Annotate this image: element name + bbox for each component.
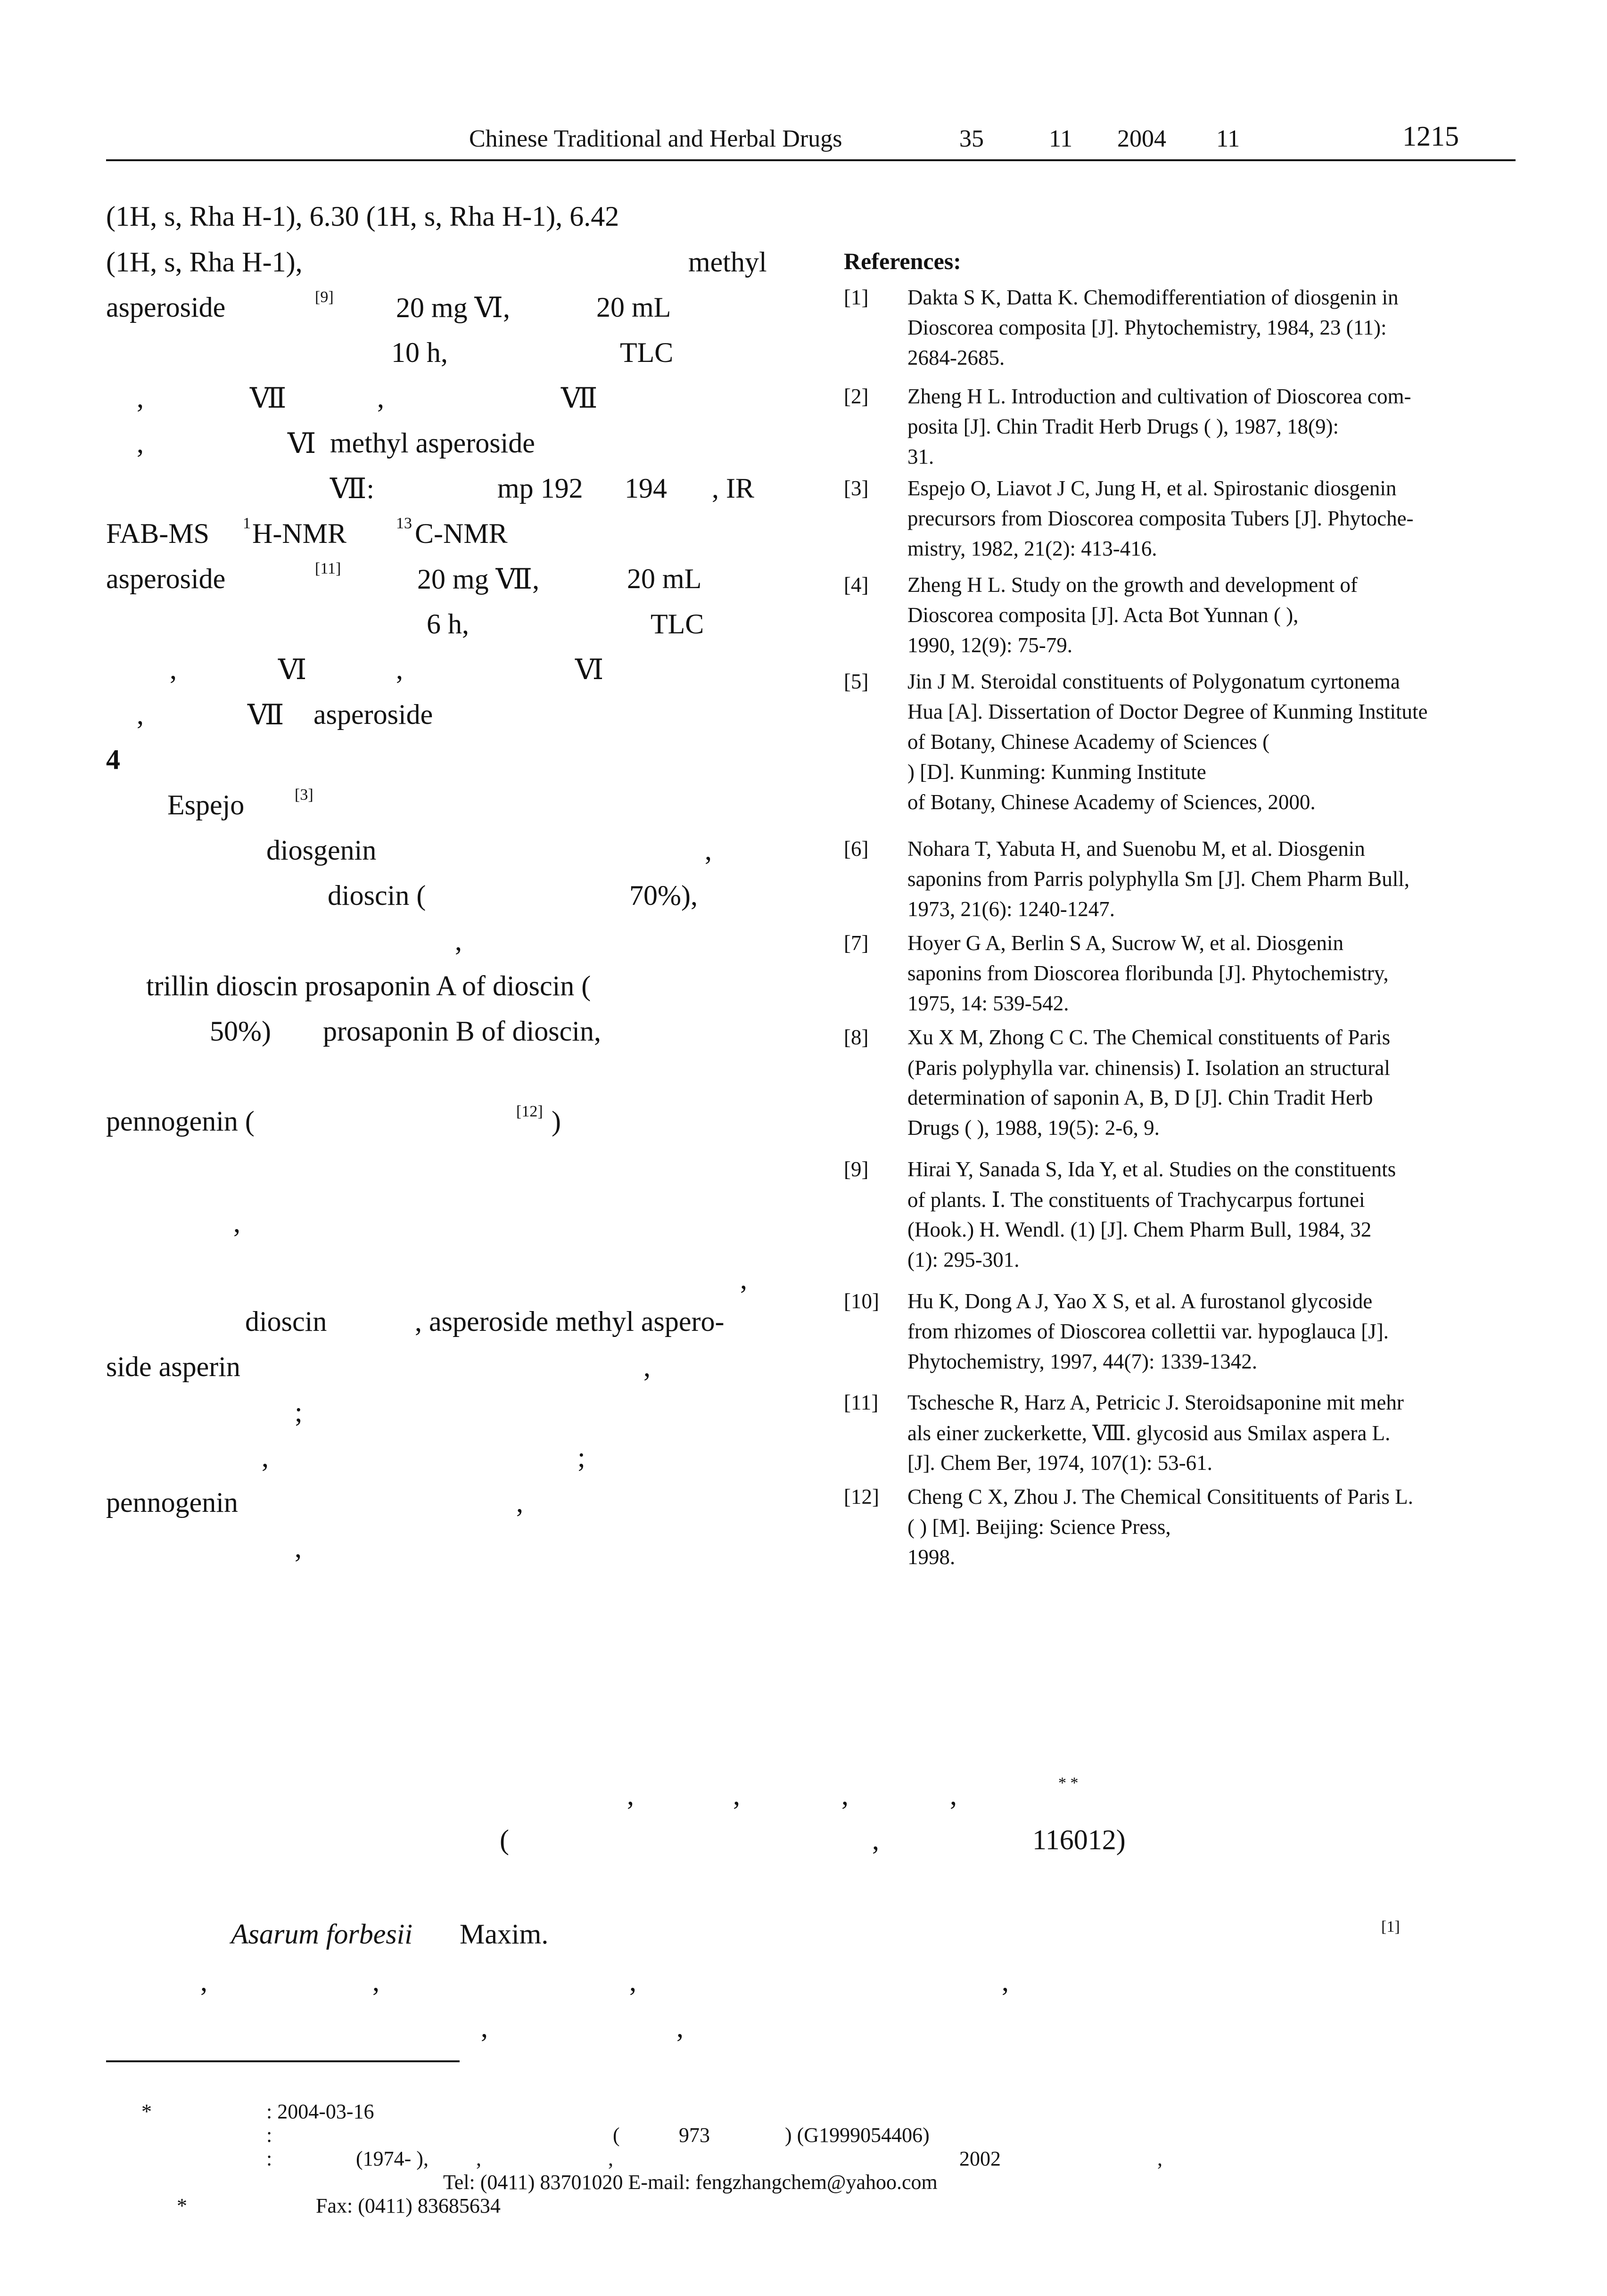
reference-line: posita [J]. Chin Tradit Herb Drugs ( ), 1987, 18(9): [907,415,1339,438]
body-line: , [1002,1966,1009,1997]
reference-number: [8] [844,1025,869,1049]
body-line: , [740,1263,747,1295]
body-line: ) [552,1106,561,1137]
footnote-line: (1974- ), [356,2147,429,2170]
reference-line: Dakta S K, Datta K. Chemodifferentiation of diosgenin in [907,286,1399,309]
body-line: , IR [712,473,754,504]
reference-line: Dioscorea composita [J]. Phytochemistry, 1984, 23 (11): [907,316,1387,339]
body-line: (1H, s, Rha H-1), [106,246,303,278]
reference-line: ( ) [M]. Beijing: Science Press, [907,1515,1171,1539]
year: 2004 [1117,125,1166,152]
reference-line: from rhizomes of Dioscorea collettii var. hypoglauca [J]. [907,1320,1389,1343]
body-line: side asperin [106,1351,240,1382]
reference-number: [2] [844,385,869,408]
reference-line: 1990, 12(9): 75-79. [907,633,1072,657]
footnote-line: : [266,2124,272,2147]
body-line: , [481,2012,488,2043]
body-line: Ⅵ [278,654,307,685]
body-line: 20 mL [627,563,702,594]
reference-line: precursors from Dioscorea composita Tubers [J]. Phytoche- [907,507,1414,530]
reference-line: Xu X M, Zhong C C. The Chemical constituents of Paris [907,1025,1391,1049]
journal-name: Chinese Traditional and Herbal Drugs [469,125,842,152]
reference-number: [5] [844,670,869,693]
reference-line: Tschesche R, Harz A, Petricic J. Steroidsaponine mit mehr [907,1391,1404,1414]
reference-line: 31. [907,445,934,468]
reference-line: Nohara T, Yabuta H, and Suenobu M, et al. Diosgenin [907,837,1365,861]
volume: 35 [959,125,984,152]
reference-line: 2684-2685. [907,346,1005,369]
reference-line: (Hook.) H. Wendl. (1) [J]. Chem Pharm Bull, 1984, 32 [907,1218,1372,1241]
body-line: 20 mg Ⅶ, [417,564,540,595]
reference-number: [1] [844,286,869,309]
body-line: FAB-MS [106,518,209,549]
reference-line: Zheng H L. Introduction and cultivation of Dioscorea com- [907,385,1411,408]
superscript: 13 [396,515,412,532]
body-line: ; [577,1442,585,1473]
body-line: asperoside [106,563,226,594]
body-line: , [705,835,712,866]
reference-line: 1973, 21(6): 1240-1247. [907,897,1115,921]
corresponding-mark: * * [1058,1774,1079,1792]
contact-line: Tel: (0411) 83701020 E-mail: fengzhangchem@yahoo.com [443,2171,938,2194]
body-line: pennogenin [106,1487,238,1518]
body-line: , [170,654,177,685]
body-line: , [516,1487,523,1518]
body-line: C-NMR [415,518,508,549]
superscript: 1 [243,515,251,532]
reference-line: Phytochemistry, 1997, 44(7): 1339-1342. [907,1350,1258,1373]
author-separator: , [627,1779,634,1811]
reference-line: Zheng H L. Study on the growth and development of [907,573,1358,597]
affiliation: ( [500,1824,509,1855]
reference-line: ) [D]. Kunming: Kunming Institute [907,760,1206,784]
body-line: Ⅵ [575,654,604,685]
body-line: 6 h, [427,608,469,640]
body-line: 20 mL [596,292,671,323]
footnote-line: 2002 [959,2147,1001,2170]
body-line: dioscin [245,1306,327,1337]
species-name: Asarum forbesii [231,1919,413,1950]
reference-number: [4] [844,573,869,597]
body-line: Espejo [167,789,245,820]
page-number: 1215 [1402,121,1459,152]
citation: [9] [315,288,334,306]
body-line: TLC [651,608,704,640]
body-line: TLC [620,337,674,368]
body-line: , [137,427,144,459]
body-line: Ⅶ: [330,473,375,504]
body-line: pennogenin ( [106,1106,255,1137]
reference-line: Hua [A]. Dissertation of Doctor Degree of Kunming Institute [907,700,1428,723]
body-line: Ⅶ [250,383,287,414]
reference-line: Dioscorea composita [J]. Acta Bot Yunnan ( ), [907,603,1299,627]
reference-line: determination of saponin A, B, D [J]. Chin Tradit Herb [907,1086,1373,1109]
grant-number: ) (G1999054406) [785,2124,930,2147]
author-separator: , [841,1779,849,1811]
body-line: , [137,699,144,730]
reference-line: saponins from Dioscorea floribunda [J]. Phytochemistry, [907,961,1389,985]
body-line: Maxim. [460,1919,549,1950]
received-date: : 2004-03-16 [266,2100,374,2123]
body-line: ; [295,1396,303,1427]
body-line: 194 [625,473,667,504]
body-line: methyl [688,246,767,278]
reference-line: Espejo O, Liavot J C, Jung H, et al. Spirostanic diosgenin [907,476,1397,500]
body-line: 50%) [210,1016,271,1047]
body-line: 70%), [629,880,698,911]
reference-line: [J]. Chem Ber, 1974, 107(1): 53-61. [907,1451,1212,1475]
reference-line: of Botany, Chinese Academy of Sciences ( [907,730,1270,754]
body-line: , [676,2012,684,2043]
month: 11 [1216,125,1240,152]
section-number: 4 [106,744,120,775]
footnote-line: 973 [679,2124,710,2147]
fax-line: Fax: (0411) 83685634 [316,2194,501,2217]
body-line: , [262,1442,269,1473]
footnote-line: ( [613,2124,620,2147]
body-line: , [200,1966,207,1997]
reference-number: [7] [844,931,869,955]
body-line: 20 mg Ⅵ, [396,292,511,323]
footnote-line: , [476,2147,481,2170]
affiliation-postcode: 116012) [1032,1824,1126,1855]
affiliation: , [872,1824,879,1855]
reference-line: Hu K, Dong A J, Yao X S, et al. A furostanol glycoside [907,1289,1373,1313]
citation: [12] [516,1103,543,1120]
body-line: , asperoside methyl aspero- [415,1306,725,1337]
author-separator: , [733,1779,740,1811]
issue: 11 [1049,125,1073,152]
reference-number: [10] [844,1289,879,1313]
reference-line: 1998. [907,1545,956,1569]
reference-line: Cheng C X, Zhou J. The Chemical Consitituents of Paris L. [907,1485,1413,1509]
reference-number: [11] [844,1391,879,1414]
body-line: H-NMR [252,518,347,549]
author-separator: , [950,1779,957,1811]
reference-line: saponins from Parris polyphylla Sm [J]. Chem Pharm Bull, [907,867,1409,891]
reference-line: of Botany, Chinese Academy of Sciences, 2000. [907,790,1316,814]
body-line: Ⅵ [288,428,316,459]
footnote-mark: * [177,2194,187,2217]
citation: [1] [1381,1918,1400,1935]
reference-line: of plants. Ⅰ. The constituents of Trachycarpus fortunei [907,1188,1365,1212]
reference-number: [9] [844,1157,869,1181]
body-line: trillin dioscin prosaponin A of dioscin ( [146,970,591,1001]
reference-line: (Paris polyphylla var. chinensis) Ⅰ. Isolation an structural [907,1056,1390,1080]
reference-line: (1): 295-301. [907,1248,1020,1271]
reference-line: als einer zuckerkette, Ⅷ. glycosid aus Smilax aspera L. [907,1421,1391,1445]
body-line: , [233,1207,240,1238]
reference-line: Drugs ( ), 1988, 19(5): 2-6, 9. [907,1116,1160,1140]
reference-number: [12] [844,1485,879,1509]
body-line: (1H, s, Rha H-1), 6.30 (1H, s, Rha H-1), 6.42 [106,201,619,232]
body-line: , [455,925,462,956]
footnote-mark: * [141,2100,152,2123]
citation: [3] [295,786,313,804]
footnote-line: , [1157,2147,1162,2170]
body-line: , [396,654,403,685]
body-line: mp 192 [497,473,583,504]
body-line: , [295,1532,302,1563]
running-header [106,120,1516,163]
body-line: prosaponin B of dioscin, [323,1016,601,1047]
body-line: , [377,382,384,413]
citation: [11] [315,560,341,577]
body-line: Ⅶ [247,699,284,730]
footnote-rule [106,2060,460,2062]
reference-line: mistry, 1982, 21(2): 413-416. [907,537,1157,560]
body-line: asperoside [313,699,433,730]
reference-line: 1975, 14: 539-542. [907,992,1069,1015]
body-line: 10 h, [391,337,448,368]
footnote-line: : [266,2147,272,2170]
body-line: , [629,1966,636,1997]
header-rule [106,159,1516,161]
body-line: diosgenin [266,835,377,866]
body-line: methyl asperoside [330,427,535,459]
references-heading: References: [844,248,961,274]
body-line: , [137,382,144,413]
footnote-line: , [608,2147,613,2170]
reference-line: Hoyer G A, Berlin S A, Sucrow W, et al. Diosgenin [907,931,1343,955]
body-line: , [372,1966,379,1997]
reference-line: Hirai Y, Sanada S, Ida Y, et al. Studies on the constituents [907,1157,1396,1181]
reference-line: Jin J M. Steroidal constituents of Polygonatum cyrtonema [907,670,1400,693]
reference-number: [3] [844,476,869,500]
body-line: asperoside [106,292,226,323]
reference-number: [6] [844,837,869,861]
body-line: Ⅶ [561,383,598,414]
body-line: , [643,1351,651,1382]
body-line: dioscin ( [328,880,426,911]
